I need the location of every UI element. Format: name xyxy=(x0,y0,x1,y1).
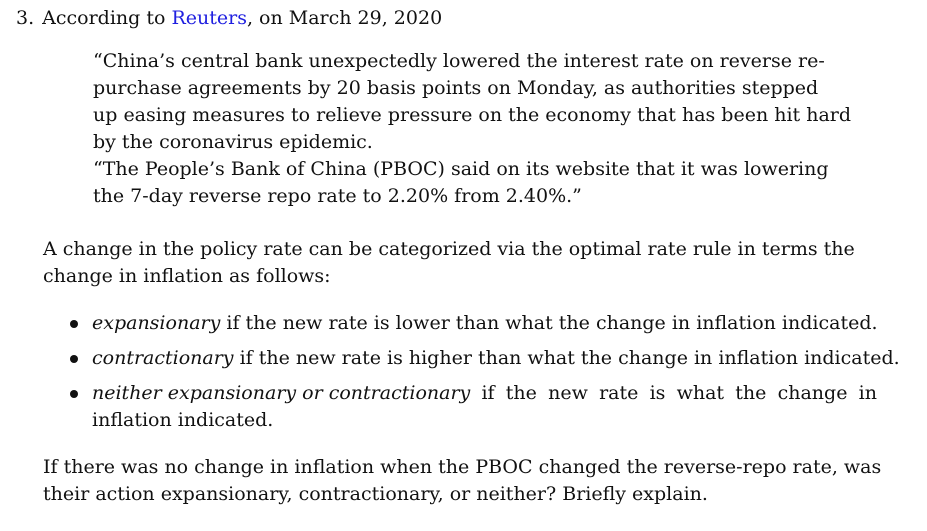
bullet-icon xyxy=(70,355,78,363)
question-paragraph xyxy=(43,454,883,508)
quote-line: “China’s central bank unexpectedly lowered the interest rate on reverse re- xyxy=(93,50,825,72)
bullet-word: what xyxy=(676,382,725,404)
term-neither: neither expansionary or contractionary xyxy=(92,382,471,404)
quote-line: “The People’s Bank of China (PBOC) said on its website that it was lowering xyxy=(93,158,829,180)
bullet-text: if the new rate is lower than what the change in inflation indicated. xyxy=(220,312,878,334)
intro-paragraph xyxy=(43,236,883,290)
bullet-word: rate xyxy=(599,382,639,404)
quote-line: by the coronavirus epidemic. xyxy=(93,131,373,153)
question-line: their action expansionary, contractionary, or neither? Briefly explain. xyxy=(43,483,708,505)
bullet-word: the xyxy=(505,382,537,404)
bullet-word: the xyxy=(735,382,767,404)
bullet-icon xyxy=(70,320,78,328)
news-quote xyxy=(93,48,852,210)
problem-number: 3. xyxy=(16,7,35,29)
question-line: If there was no change in inflation when the PBOC changed the reverse-repo rate, was xyxy=(43,456,882,478)
term-contractionary: contractionary xyxy=(92,347,234,369)
header-suffix: , on March 29, 2020 xyxy=(246,7,443,29)
intro-line: change in inflation as follows: xyxy=(43,265,331,287)
bullet-word: in xyxy=(858,382,877,404)
quote-line: up easing measures to relieve pressure on the economy that has been hit hard xyxy=(93,104,852,126)
bullet-word: is xyxy=(649,382,666,404)
quote-line: purchase agreements by 20 basis points on Monday, as authorities stepped xyxy=(93,77,819,99)
quote-line: the 7-day reverse repo rate to 2.20% from 2.40%.” xyxy=(93,185,582,207)
list-item-expansionary xyxy=(67,310,877,337)
source-link-reuters[interactable]: Reuters xyxy=(171,7,247,29)
problem-header xyxy=(16,5,442,31)
header-prefix: According to xyxy=(42,7,166,29)
bullet-text: if the new rate is higher than what the change in inflation indicated. xyxy=(233,347,900,369)
bullet-icon xyxy=(70,390,78,398)
bullet-word: new xyxy=(548,382,588,404)
bullet-word: if xyxy=(481,382,495,404)
intro-line: A change in the policy rate can be categorized via the optimal rate rule in terms the xyxy=(43,238,855,260)
term-expansionary: expansionary xyxy=(92,312,221,334)
category-list xyxy=(67,310,900,442)
list-item-neither xyxy=(67,380,877,434)
bullet-justified-line xyxy=(92,380,877,407)
bullet-word: change xyxy=(777,382,848,404)
bullet-text-continued: inflation indicated. xyxy=(92,409,274,431)
list-item-contractionary xyxy=(67,345,900,372)
